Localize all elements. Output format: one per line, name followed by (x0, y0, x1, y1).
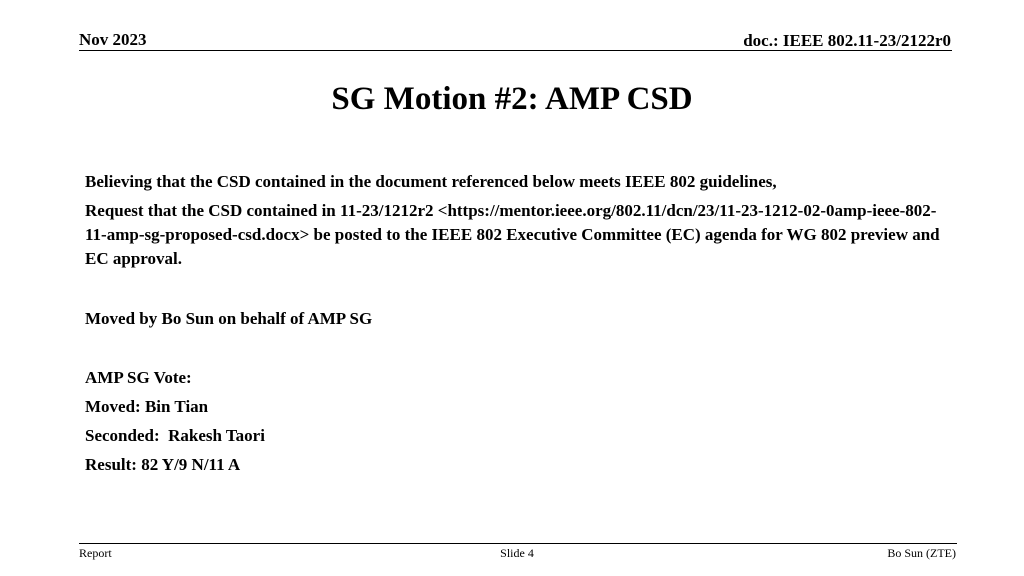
slide-body (85, 170, 955, 477)
header-divider (79, 50, 952, 51)
believing-paragraph: Believing that the CSD contained in the document referenced below meets IEEE 802 guidelines, (85, 172, 777, 191)
slide-title: SG Motion #2: AMP CSD (331, 81, 693, 117)
footer-divider (79, 543, 957, 544)
vote-seconded-line: Seconded: Rakesh Taori (85, 426, 265, 445)
slide-number: Slide 4 (500, 546, 534, 560)
request-paragraph: Request that the CSD contained in 11-23/1212r2 <https://mentor.ieee.org/802.11/dcn/23/11-23-1212-02-0amp-ieee-802-11-amp-sg-proposed-csd.docx> be posted to the IEEE 802 Executive Committee (EC) agenda for WG 802 preview and EC approval. (85, 201, 940, 268)
vote-result-line: Result: 82 Y/9 N/11 A (85, 455, 241, 474)
header-date: Nov 2023 (79, 30, 147, 49)
vote-heading: AMP SG Vote: (85, 368, 192, 387)
vote-moved-line: Moved: Bin Tian (85, 397, 209, 416)
header-document-id: doc.: IEEE 802.11-23/2122r0 (743, 31, 951, 50)
footer-author: Bo Sun (ZTE) (887, 546, 956, 560)
moved-by-line: Moved by Bo Sun on behalf of AMP SG (85, 309, 373, 328)
footer-label: Report (79, 546, 112, 560)
